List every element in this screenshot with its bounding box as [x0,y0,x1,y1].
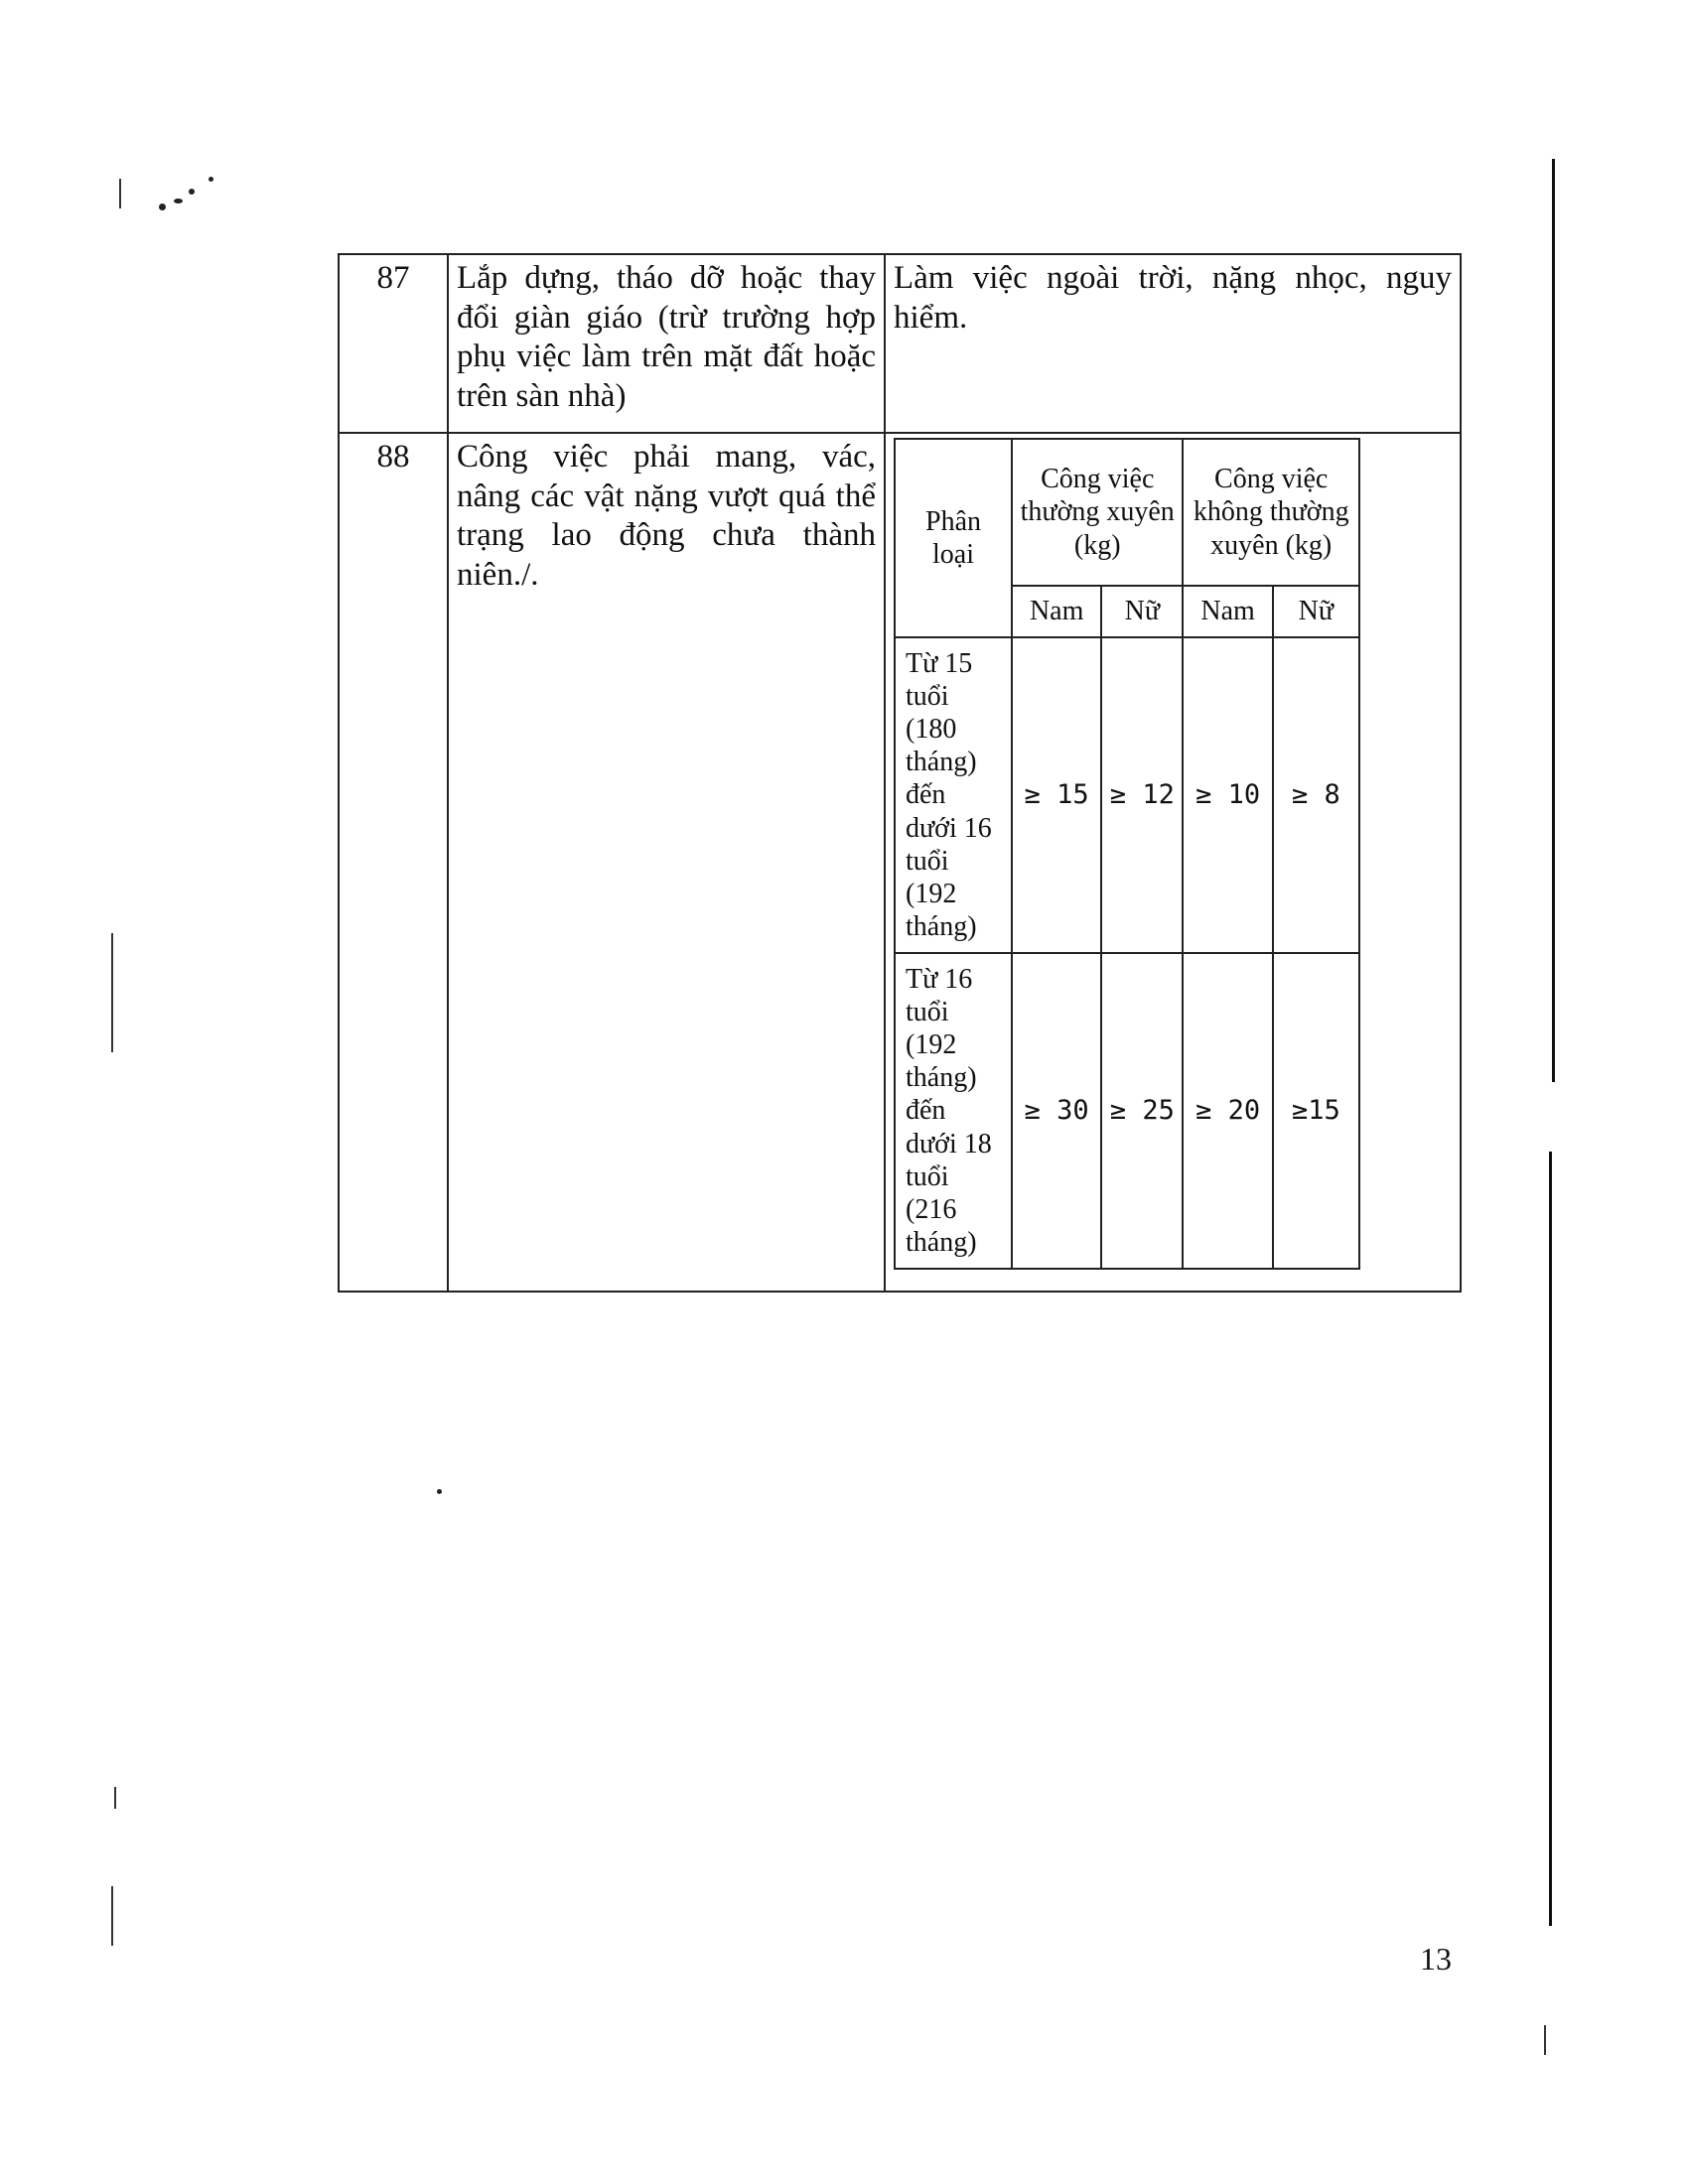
scan-mark [111,933,113,1052]
scan-speck [159,204,166,210]
weight-limit-table [894,438,1360,1270]
page-number: 13 [1420,1941,1452,1977]
table-row [895,637,1359,953]
age-group-label: Từ 16 tuổi (192 tháng) đến dưới 18 tuổi (216 tháng) [895,953,1012,1269]
scan-border-line [1549,1152,1552,1926]
job-description: Lắp dựng, tháo dỡ hoặc thay đổi giàn giáo (trừ trường hợp phụ việc làm trên mặt đất hoặc trên sàn nhà) [448,254,885,433]
irregular-work-header: Công việc không thường xuyên (kg) [1183,439,1359,586]
regular-work-header: Công việc thường xuyên (kg) [1012,439,1183,586]
male-header: Nam [1183,586,1272,637]
scan-speck [189,189,195,195]
irregular-male-limit: ≥ 20 [1183,953,1272,1269]
scan-mark [111,1886,113,1946]
table-row [895,953,1359,1269]
scan-border-line [1544,2025,1546,2055]
regular-female-limit: ≥ 12 [1101,637,1183,953]
scan-mark [119,179,121,208]
irregular-female-limit: ≥ 8 [1273,637,1359,953]
regular-male-limit: ≥ 15 [1012,637,1101,953]
table-header-row [895,439,1359,586]
category-header: Phân loại [895,439,1012,637]
scan-speck [209,177,213,182]
table-row [339,254,1461,433]
weight-limit-cell [885,433,1461,1292]
scan-border-line [1552,159,1555,1082]
female-header: Nữ [1273,586,1359,637]
table-row [339,433,1461,1292]
hazardous-jobs-table [338,253,1462,1293]
male-header: Nam [1012,586,1101,637]
regular-male-limit: ≥ 30 [1012,953,1101,1269]
age-group-label: Từ 15 tuổi (180 tháng) đến dưới 16 tuổi (192 tháng) [895,637,1012,953]
row-number: 88 [339,433,448,1292]
row-number: 87 [339,254,448,433]
irregular-male-limit: ≥ 10 [1183,637,1272,953]
scan-speck [437,1489,442,1494]
scan-speck [174,199,183,204]
scan-mark [114,1787,116,1809]
job-description: Công việc phải mang, vác, nâng các vật nặng vượt quá thể trạng lao động chưa thành niên./. [448,433,885,1292]
female-header: Nữ [1101,586,1183,637]
irregular-female-limit: ≥15 [1273,953,1359,1269]
regular-female-limit: ≥ 25 [1101,953,1183,1269]
working-conditions: Làm việc ngoài trời, nặng nhọc, nguy hiểm. [885,254,1461,433]
